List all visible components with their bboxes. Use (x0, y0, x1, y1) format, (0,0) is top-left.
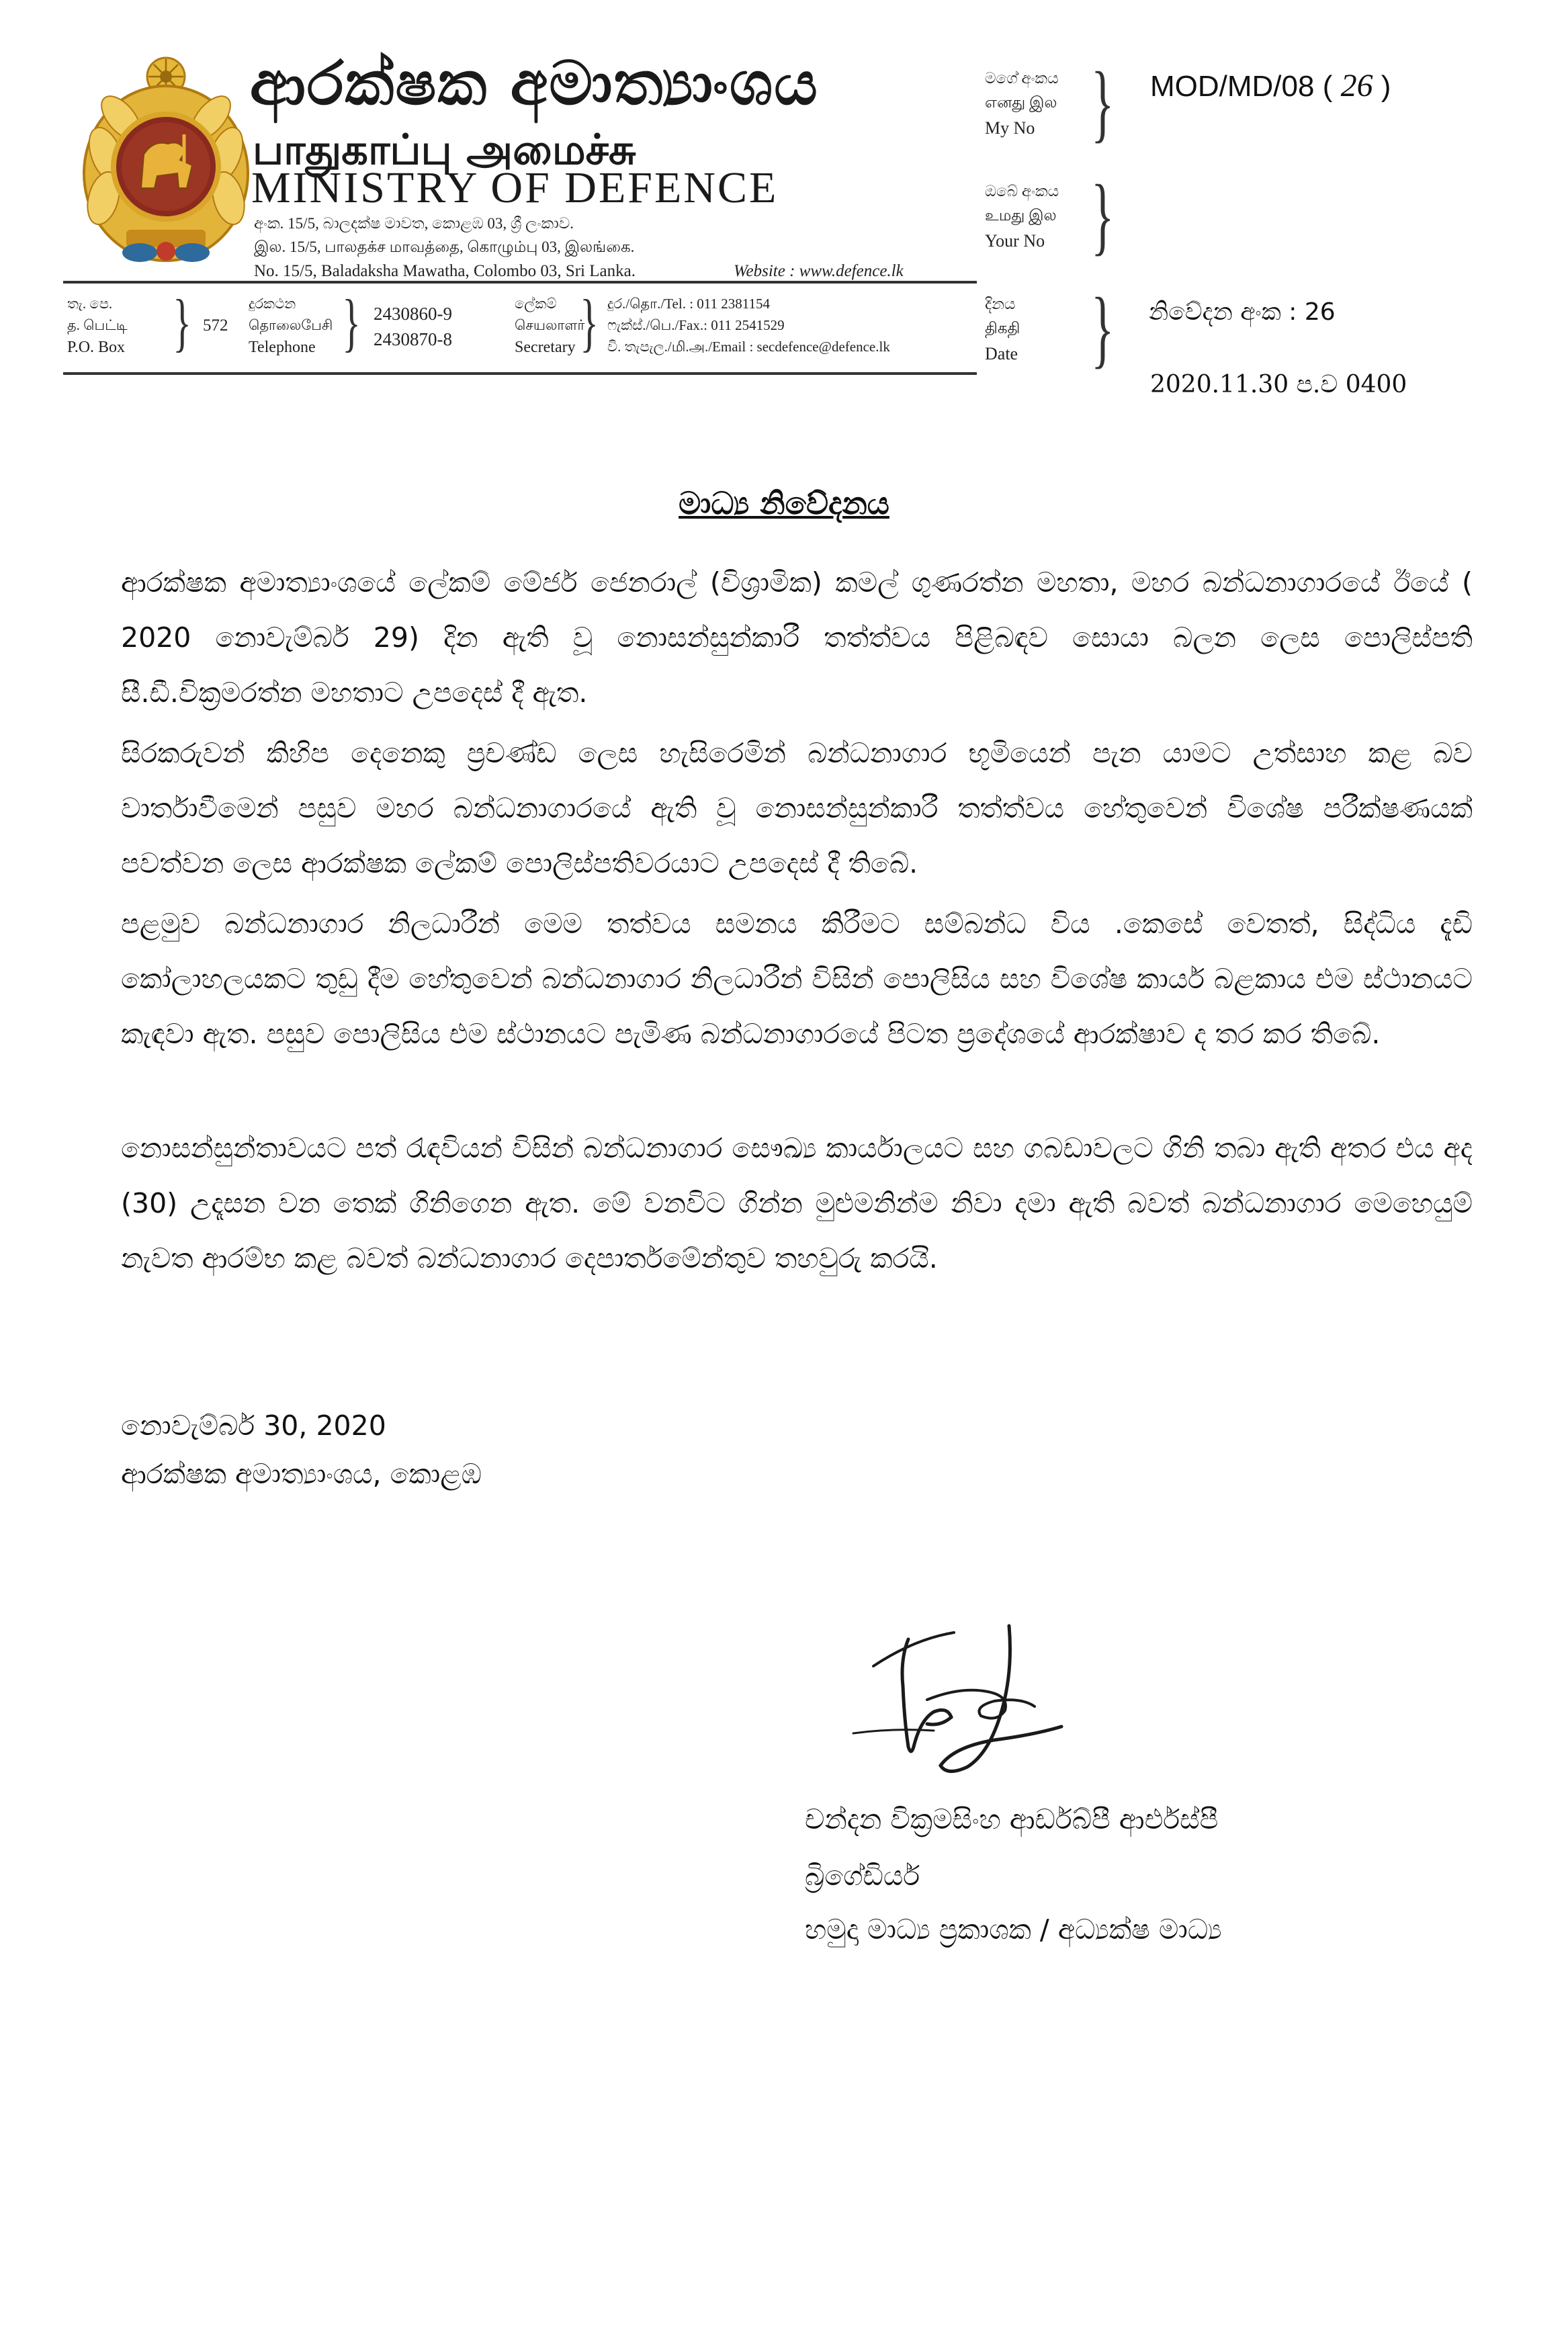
secretary-label-sinhala: ලේකම් (515, 296, 557, 312)
paragraph-1: ආරක්ෂක අමාත්‍යාංශයේ ලේකම් මේජර් ජෙනරාල් (විශ්‍රාමික) කමල් ගුණරත්න මහතා, මහර බන්ධනාගාරයේ ඊයේ ( 2020 නොවැම්බර් 29) දින ඇති වූ නොසන්සුන්කාරී තත්ත්වය පිළිබඳව සොයා බලන ලෙස පොලිස්පති සී.ඩී.වික්‍රමරත්න මහතාට උපදෙස් දී ඇත. (121, 566, 1473, 709)
signatory-name: චන්දන වික්‍රමසිංහ ආර්ඩබ්පී ආර්එස්පී (805, 1803, 1219, 1835)
date-label-sinhala: දිනය (985, 296, 1016, 312)
issue-date-time: 2020.11.30 ප.ව 0400 (1150, 371, 1407, 398)
pobox-number: 572 (203, 316, 228, 335)
address-english: No. 15/5, Baladaksha Mawatha, Colombo 03, Sri Lanka. (254, 262, 636, 280)
secretary-fax: ෆැක්ස්./பெ./Fax.: 011 2541529 (607, 317, 785, 333)
telephone-number-2: 2430870-8 (374, 329, 452, 349)
secretary-label-tamil: செயலாளர் (515, 317, 585, 333)
website-link[interactable]: Website : www.defence.lk (734, 262, 904, 280)
closing-date: නොවැම්බර් 30, 2020 (121, 1409, 386, 1442)
my-no-suffix: ) (1373, 70, 1391, 103)
date-label-tamil: திகதி (985, 320, 1020, 337)
your-no-label-english: Your No (985, 231, 1045, 251)
date-label-english: Date (985, 344, 1018, 363)
my-no-prefix: MOD/MD/08 ( (1150, 70, 1341, 103)
my-no-label-tamil: எனது இல (985, 94, 1057, 111)
secretary-label-english: Secretary (515, 339, 576, 356)
pobox-label-sinhala: තැ. පෙ. (67, 296, 113, 312)
letterhead-divider-top (63, 281, 977, 284)
my-no-label-sinhala: මගේ අංකය (985, 70, 1059, 87)
my-no-number: 26 (1340, 68, 1373, 103)
pobox-label-english: P.O. Box (67, 339, 126, 356)
notice-number: නිවේදන අංක : 26 (1149, 298, 1336, 326)
paragraph-3: පළමුව බන්ධනාගාර නිලධාරීන් මෙම තත්වය සමනය කිරීමට සම්බන්ධ විය .කෙසේ වෙතත්, සිද්ධිය දැඩි කෝලාහලයකට තුඩු දීම හේතුවෙන් බන්ධනාගාර නිලධාරීන් විසින් පොලිසිය සහ විශේෂ කාර්ය බළකාය එම ස්ථානයට කැඳවා ඇත. පසුව පොලිසිය එම ස්ථානයට පැමිණ බන්ධනාගාරයේ පිටත ප්‍රදේශයේ ආරක්ෂාව ද තර කර තිබේ. (121, 908, 1473, 1050)
telephone-label-sinhala: දුරකථන (249, 296, 296, 312)
telephone-number-1: 2430860-9 (374, 304, 452, 324)
your-no-label-tamil: உமது இல (985, 207, 1057, 224)
paragraph-4: නොසන්සුන්තාවයට පත් රැඳවියන් විසින් බන්ධනාගාර සෞඛ්‍ය කාර්යාලයට සහ ගබඩාවලට ගිනි තබා ඇති අතර එය අද (30) උදෑසන වන තෙක් ගිනිගෙන ඇත. මේ වනවිට ගින්න මුළුමනින්ම නිවා දමා ඇති බවත් බන්ධනාගාර මෙහෙයුම් නැවත ආරම්භ කළ බවත් බන්ධනාගාර දෙපාර්තමේන්තුව තහවුරු කරයි. (121, 1132, 1473, 1274)
ministry-name-sinhala: ආරක්ෂක අමාත්‍යාංශය (250, 48, 819, 119)
ministry-name-english: MINISTRY OF DEFENCE (251, 163, 779, 212)
my-no-brace: } (1091, 54, 1115, 151)
secretary-telephone: දුර./தொ./Tel. : 011 2381154 (607, 296, 770, 312)
secretary-email[interactable]: වි. තැපැල./மி.அ./Email : secdefence@defence.lk (607, 339, 890, 355)
your-no-brace: } (1091, 167, 1115, 264)
telephone-brace: } (342, 286, 361, 358)
my-no-label-english: My No (985, 118, 1035, 138)
your-no-label-sinhala: ඔබේ අංකය (985, 183, 1059, 200)
date-brace: } (1091, 280, 1115, 377)
address-tamil: இல. 15/5, பாலதக்ச மாவத்தை, கொழும்பு 03, இலங்கை. (254, 238, 635, 255)
pobox-brace: } (173, 286, 191, 358)
closing-place: ආරක්ෂක අමාත්‍යාංශය, කොළඹ (121, 1458, 482, 1490)
secretary-brace: } (580, 286, 599, 358)
address-sinhala: අංක. 15/5, බාලදක්ෂ මාවත, කොළඹ 03, ශ්‍රී ලංකාව. (254, 215, 574, 232)
letterhead-divider-bottom (63, 372, 977, 375)
telephone-label-english: Telephone (249, 339, 316, 356)
telephone-label-tamil: தொலைபேசி (249, 317, 333, 333)
sri-lanka-emblem-icon (79, 54, 253, 267)
my-reference-number (1150, 67, 1391, 104)
pobox-label-tamil: த. பெட்டி (67, 317, 128, 333)
signatory-rank: බ්‍රිගේඩියර් (805, 1860, 920, 1892)
document-title: මාධ්‍ය නිවේදනය (679, 485, 889, 521)
signature-icon (833, 1612, 1075, 1780)
ministry-name-tamil: பாதுகாப்பு அமைச்சு (253, 125, 636, 174)
signatory-title: හමුදා මාධ්‍ය ප්‍රකාශක / අධ්‍යක්ෂ මාධ්‍ය (805, 1913, 1222, 1946)
paragraph-2: සිරකරුවන් කිහිප දෙනෙකු ප්‍රචණ්ඩ ලෙස හැසිරෙමින් බන්ධනාගාර භූමියෙන් පැන යාමට උත්සාහ කළ බව වාර්තාවීමෙන් පසුව මහර බන්ධනාගාරයේ ඇති වූ නොසන්සුන්කාරී තත්ත්වය හේතුවෙන් විශේෂ පරීක්ෂණයක් පවත්වන ලෙස ආරක්ෂක ලේකම් පොලිස්පතිවරයාට උපදෙස් දී තිබේ. (121, 737, 1473, 879)
